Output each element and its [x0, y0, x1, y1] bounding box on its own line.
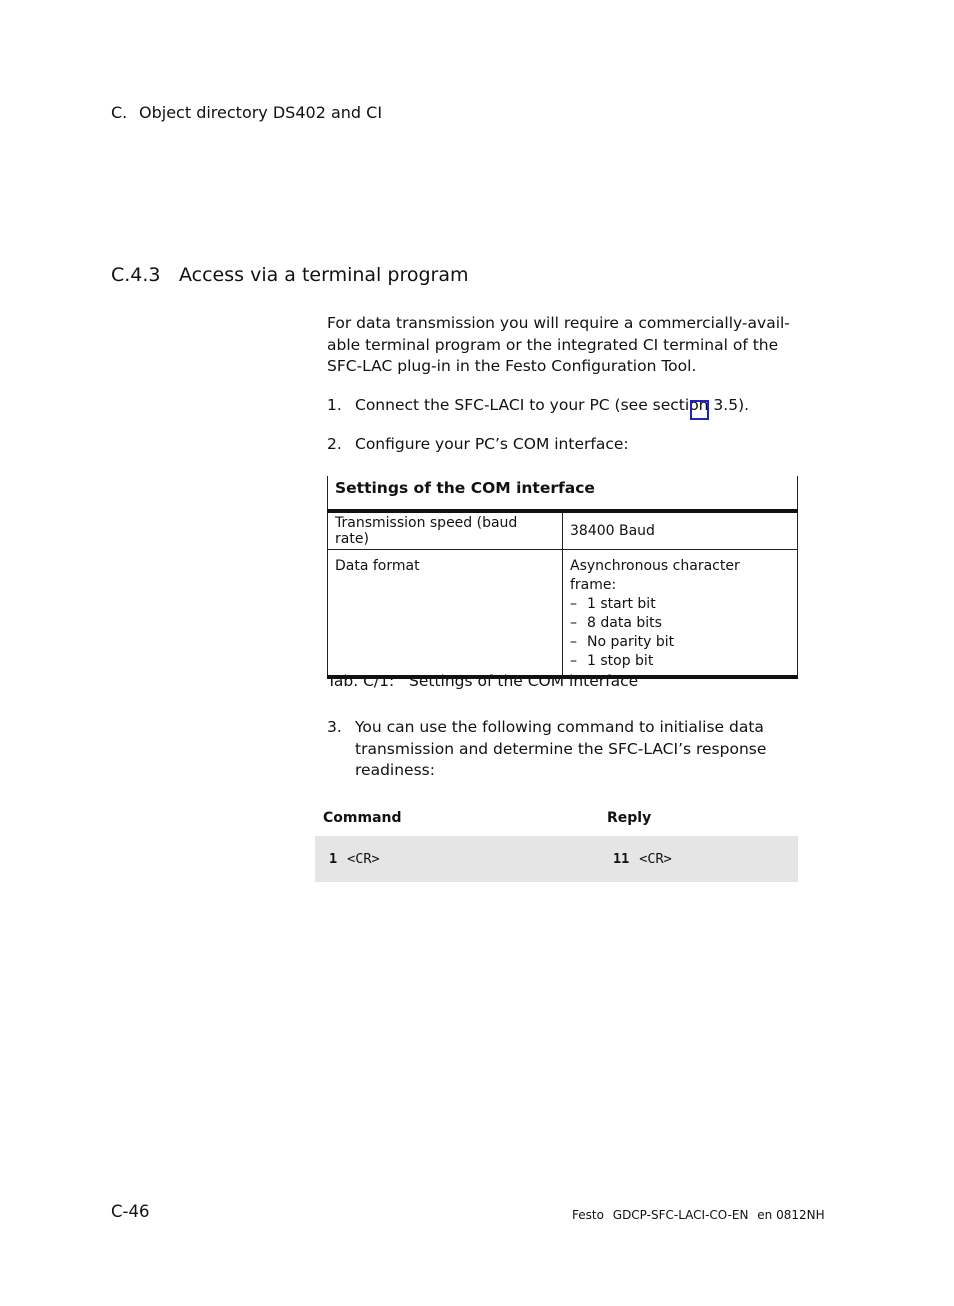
reply-code: 11 — [613, 851, 630, 867]
table-cell-label: Transmission speed (baud rate) — [328, 511, 563, 550]
section-title: Access via a terminal program — [179, 264, 469, 286]
command-value — [329, 851, 380, 867]
command-suffix: <CR> — [347, 851, 380, 867]
table-caption — [327, 672, 638, 690]
section-number: C.4.3 — [111, 264, 161, 286]
chapter-number: C. — [111, 103, 128, 122]
table-row — [328, 550, 798, 678]
list-item: – 8 data bits — [570, 614, 790, 633]
table-cell-value — [563, 550, 798, 678]
command-code: 1 — [329, 851, 338, 867]
page-number: C-46 — [111, 1202, 150, 1221]
reply-value — [613, 851, 672, 867]
section-heading — [111, 264, 468, 286]
table-cell-value: 38400 Baud — [563, 511, 798, 550]
command-row — [315, 836, 798, 882]
step-number: 2. — [327, 435, 342, 453]
step-text: Configure your PC’s COM interface: — [355, 435, 629, 453]
intro-line: For data transmission you will require a commercially-avail- — [327, 314, 790, 332]
reply-header: Reply — [607, 810, 652, 826]
data-format-list — [570, 595, 790, 671]
chapter-title: Object directory DS402 and CI — [139, 103, 383, 122]
table-cell-label: Data format — [328, 550, 563, 678]
com-settings-table — [327, 476, 798, 679]
step-text: readiness: — [355, 761, 435, 779]
table-title: Settings of the COM interface — [328, 476, 798, 511]
step-3 — [327, 717, 797, 782]
intro-paragraph — [327, 313, 797, 378]
intro-line: able terminal program or the integrated CI terminal of the — [327, 335, 779, 354]
list-item: – 1 stop bit — [570, 652, 790, 671]
chapter-header — [111, 103, 382, 122]
step-1 — [327, 395, 797, 417]
step-number: 1. — [327, 396, 342, 414]
caption-text: Settings of the COM interface — [409, 672, 639, 690]
table-row — [328, 511, 798, 550]
step-2 — [327, 434, 797, 456]
step-text: Connect the SFC-LACI to your PC (see section 3.5). — [355, 396, 750, 414]
list-item: – 1 start bit — [570, 595, 790, 614]
data-format-heading: Asynchronous character frame: — [570, 558, 740, 593]
command-header: Command — [323, 810, 402, 826]
footer-info — [572, 1208, 830, 1222]
step-number: 3. — [327, 718, 342, 736]
footer-doc: GDCP-SFC-LACI-CO-EN — [612, 1208, 749, 1222]
section-link-highlight[interactable] — [690, 400, 709, 420]
footer-company: Festo — [572, 1208, 604, 1222]
step-text: transmission and determine the SFC-LACI’s response — [355, 739, 767, 758]
intro-line: SFC-LAC plug-in in the Festo Configuration Tool. — [327, 357, 697, 375]
reply-suffix: <CR> — [639, 851, 672, 867]
step-text: You can use the following command to initialise data — [355, 718, 764, 736]
list-item: – No parity bit — [570, 633, 790, 652]
footer-lang: en 0812NH — [757, 1208, 825, 1222]
caption-label: Tab. C/1: — [327, 672, 395, 690]
